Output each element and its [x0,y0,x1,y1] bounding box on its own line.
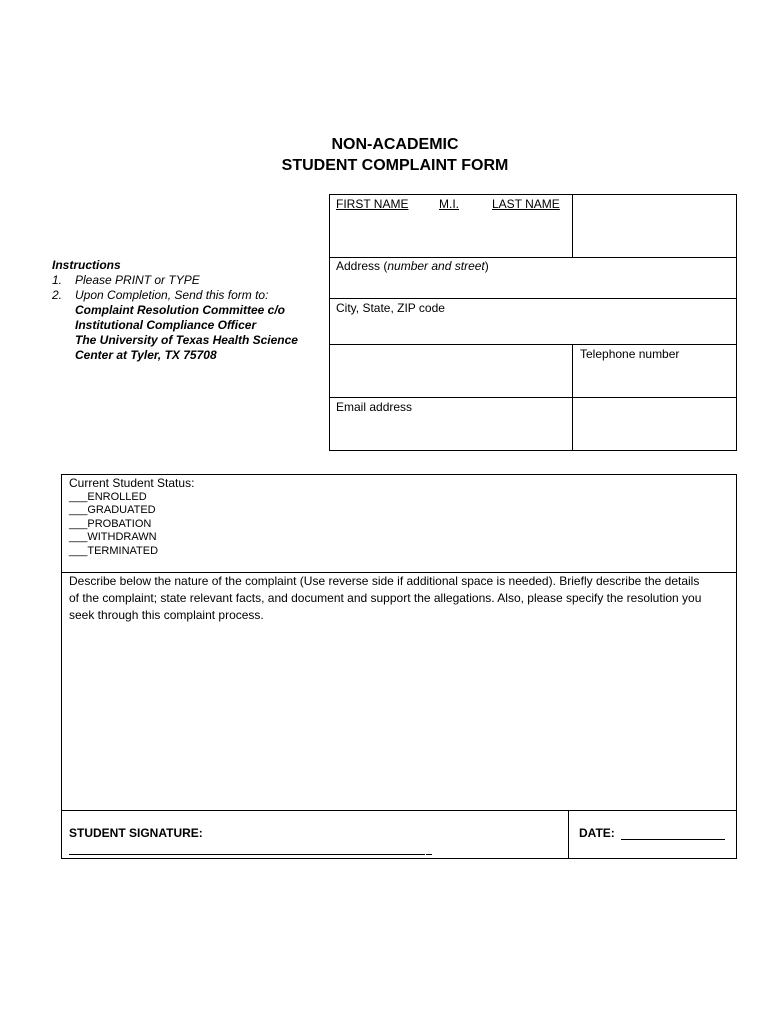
city-state-zip-label: City, State, ZIP code [336,301,445,315]
email-label: Email address [336,400,413,414]
form-title-line2: STUDENT COMPLAINT FORM [281,157,509,174]
student-signature-line[interactable] [69,854,425,855]
complaint-description-area[interactable] [62,625,736,809]
telephone-field[interactable] [580,347,679,361]
instructions [52,258,298,363]
status-option-enrolled[interactable]: ___ENROLLED [69,490,147,503]
mailing-address-line-3: The University of Texas Health Science [75,333,298,347]
student-status-section [69,477,194,558]
status-option-withdrawn[interactable]: ___WITHDRAWN [69,531,157,543]
mailing-address-line-2: Institutional Compliance Officer [75,318,257,332]
email-field[interactable] [336,400,412,414]
last-name-field[interactable] [492,197,560,211]
status-option-terminated[interactable]: ___TERMINATED [69,544,159,557]
city-state-zip-field[interactable] [336,301,445,315]
instruction-item-1: 1. Please PRINT or TYPE [52,273,200,287]
instruction-item-2: 2. Upon Completion, Send this form to: [52,288,269,302]
student-signature-label: STUDENT SIGNATURE: [69,826,203,840]
mailing-address-line-1: Complaint Resolution Committee c/o [75,303,286,317]
date-line[interactable] [621,839,725,840]
last-name-label: LAST NAME [492,197,560,211]
address-field[interactable]: Address (number and street) [336,259,489,273]
name-extra-field[interactable] [573,195,736,257]
middle-initial-field[interactable] [439,197,459,211]
status-option-probation[interactable]: ___PROBATION [69,517,152,530]
email-extra-field[interactable] [573,398,736,450]
instructions-heading: Instructions [52,258,121,272]
first-name-label: FIRST NAME [336,197,409,211]
first-name-field[interactable] [336,197,408,211]
telephone-extra-field[interactable] [330,345,572,397]
form-title-line1: NON-ACADEMIC [331,136,459,153]
telephone-label: Telephone number [580,347,680,361]
complaint-description-instructions: Describe below the nature of the complaint (Use reverse side if additional space is needed). Briefly describe the details of the complaint; state relevant facts, and document and support the allegations. Also, please specify the resolution you seek through this complaint process. [69,574,702,622]
status-option-graduated[interactable]: ___GRADUATED [69,504,156,516]
address-label: Address ( [336,259,388,273]
student-status-label: Current Student Status: [69,476,195,490]
middle-initial-label: M.I. [439,197,459,211]
address-hint: number and street [387,259,485,273]
date-label: DATE: [579,826,615,840]
mailing-address-line-4: Center at Tyler, TX 75708 [75,348,217,362]
form-title [0,134,770,176]
student-signature-line-end [426,854,432,855]
